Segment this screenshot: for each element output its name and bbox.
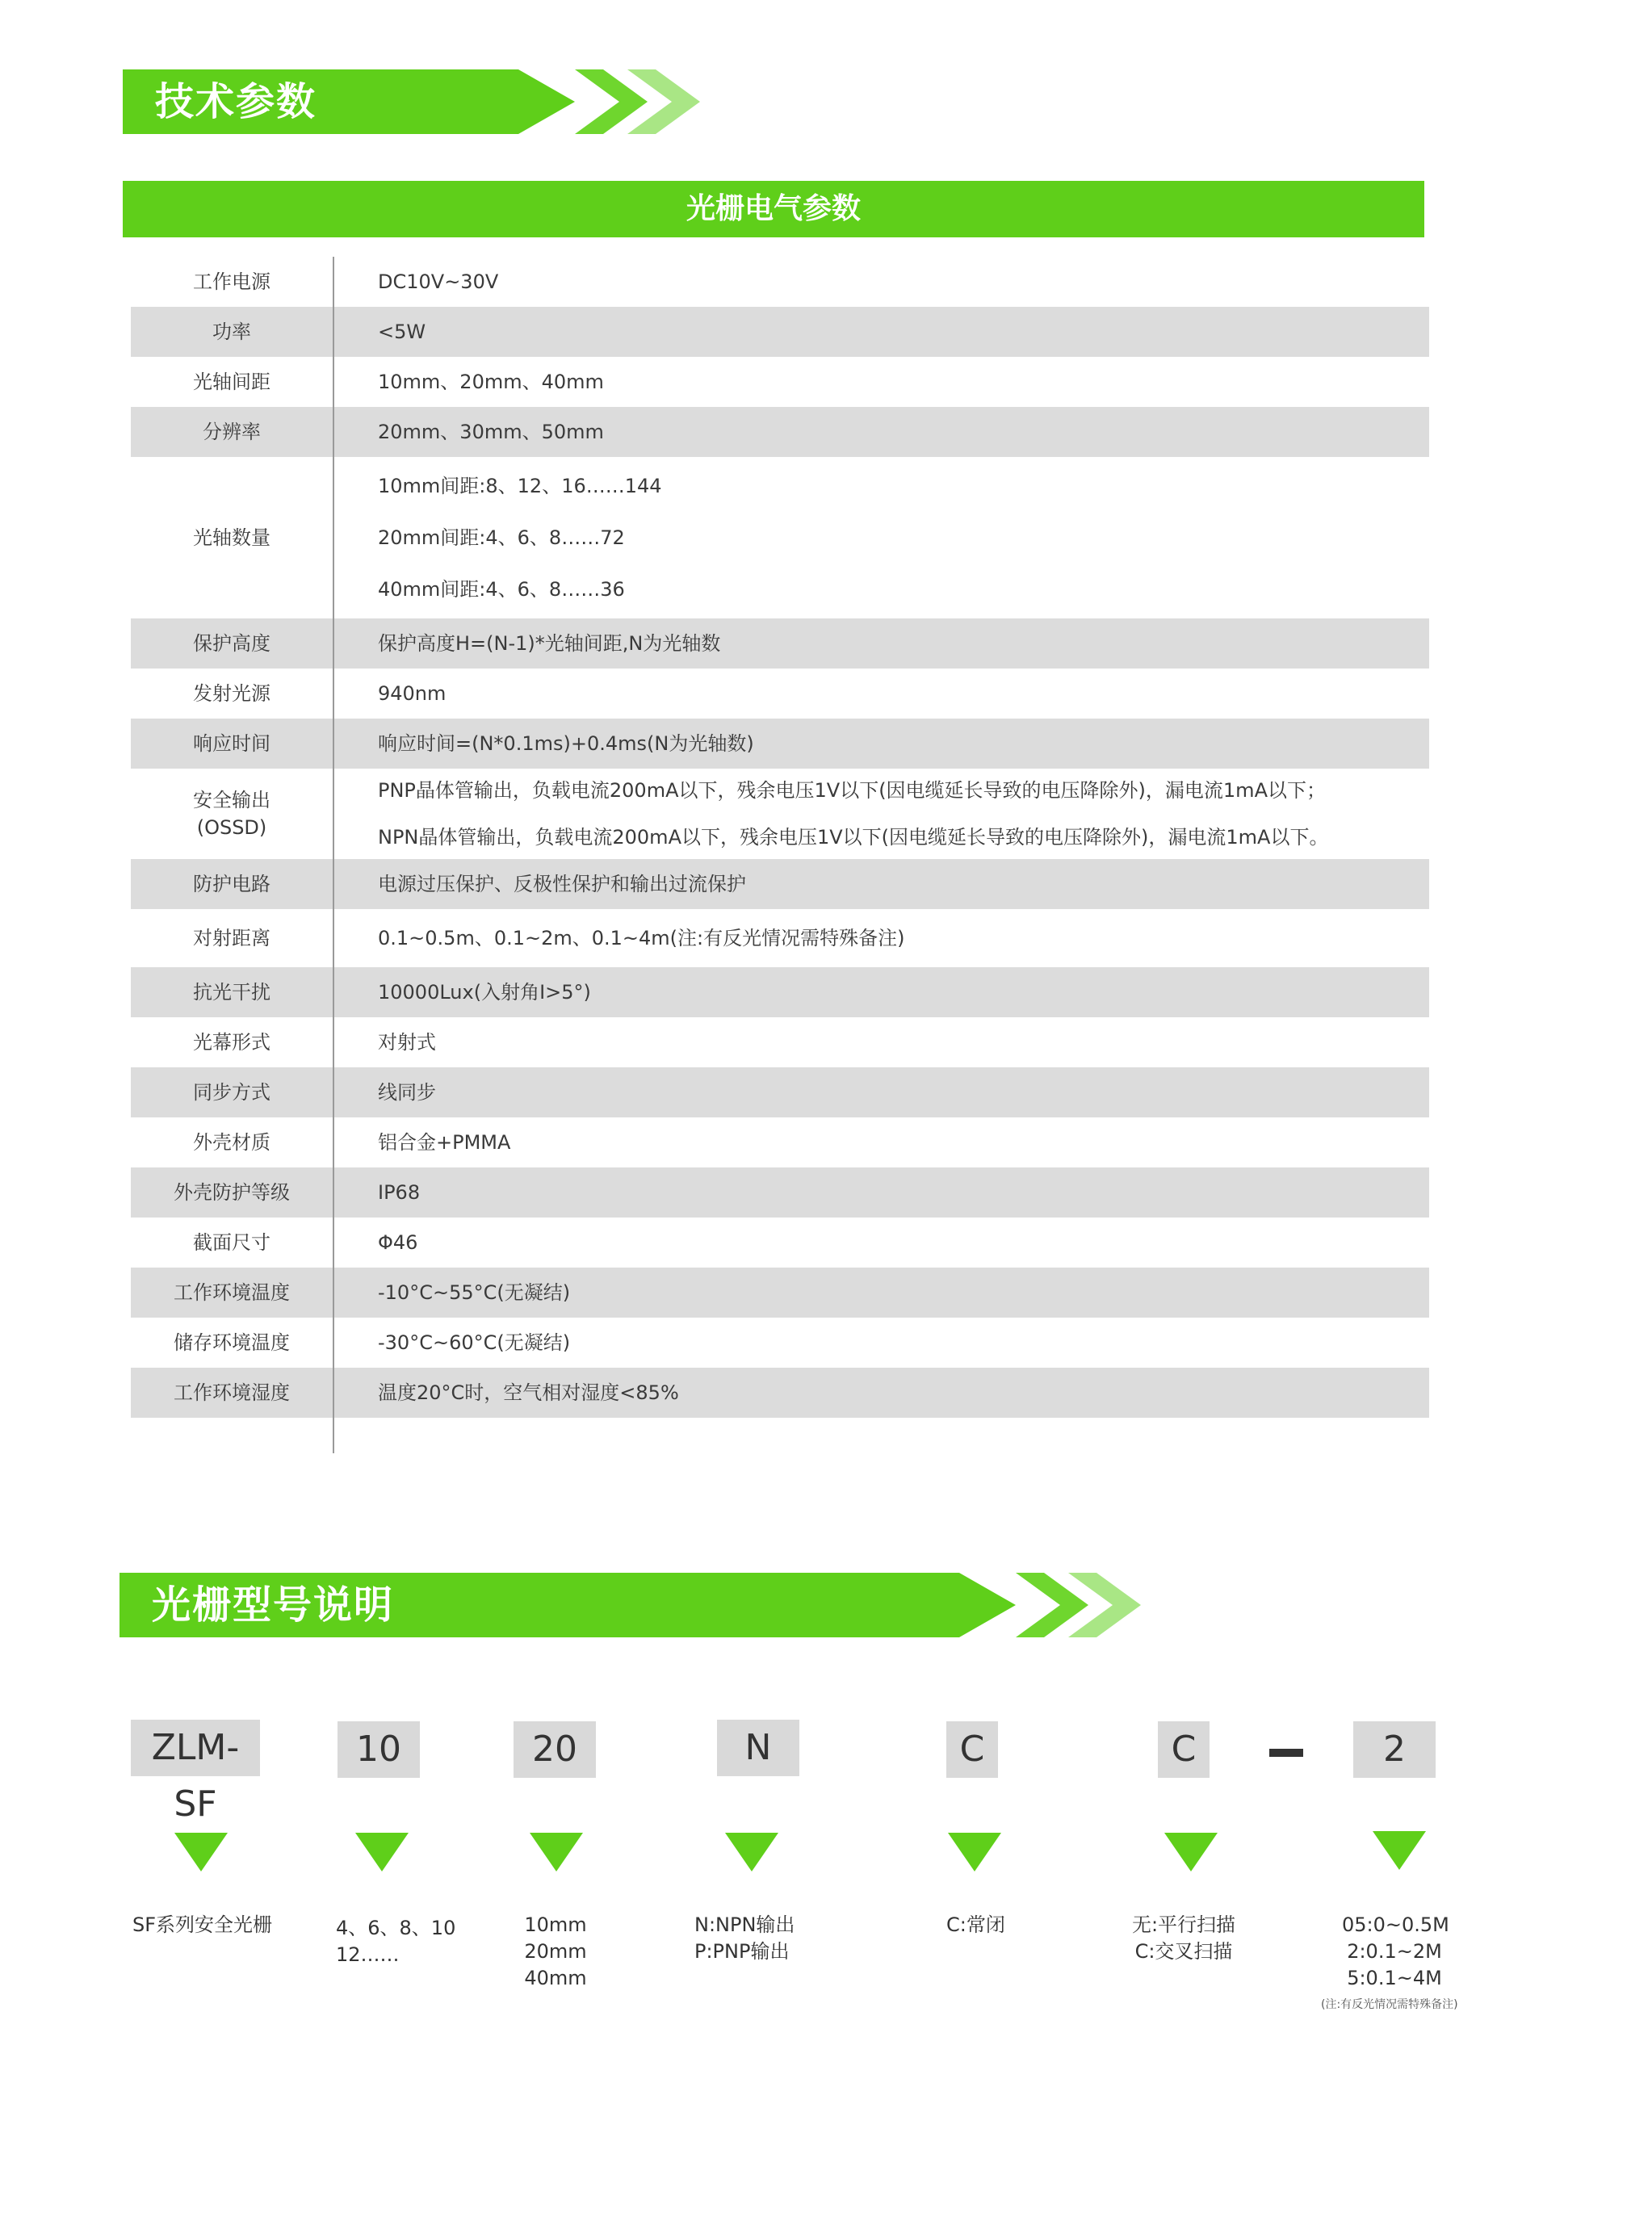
- value-line: 20mm间距:4、6、8……72: [378, 526, 625, 549]
- row-value: [333, 979, 1429, 1006]
- model-code-count: 10: [338, 1721, 420, 1778]
- table-row: [131, 1017, 1429, 1067]
- row-value: [333, 1229, 1429, 1256]
- row-value: [333, 268, 1429, 295]
- section-banner-tech-params: [123, 69, 704, 134]
- value-line: 10mm间距:8、12、16……144: [378, 475, 662, 497]
- desc-line: C:交叉扫描: [1134, 1940, 1233, 1963]
- desc-line: SF系列安全光栅: [132, 1913, 273, 1936]
- row-value: [333, 630, 1429, 657]
- desc-line: C:常闭: [946, 1913, 1005, 1936]
- row-label: [131, 1079, 333, 1106]
- table-divider: [333, 257, 334, 1453]
- value-line: NPN晶体管输出，负载电流200mA以下，残余电压1V以下(因电缆延长导致的电压降除外)，漏电流1mA以下。: [378, 826, 1329, 849]
- table-row: [131, 967, 1429, 1017]
- model-code-spacing: 20: [514, 1721, 596, 1778]
- label-line: 光幕形式: [193, 1031, 270, 1054]
- value-line: 10mm、20mm、40mm: [378, 371, 604, 393]
- row-label: [131, 1129, 333, 1156]
- model-code-separator: [1269, 1749, 1303, 1757]
- model-desc-distance: [1342, 1912, 1447, 1992]
- desc-line: 05:0~0.5M: [1342, 1913, 1449, 1936]
- row-label: [131, 979, 333, 1006]
- section-banner-model: [119, 1573, 1129, 1637]
- model-note: (注:有反光情况需特殊备注): [1321, 1998, 1458, 2011]
- value-line: -10°C~55°C(无凝结): [378, 1281, 571, 1304]
- value-line: 对射式: [378, 1031, 436, 1054]
- row-value: [333, 924, 1429, 952]
- row-label: [131, 1029, 333, 1056]
- down-arrow-icon: [948, 1833, 1001, 1871]
- row-label: [131, 1329, 333, 1356]
- value-line: 温度20°C时，空气相对湿度<85%: [378, 1381, 679, 1404]
- down-arrow-icon: [1164, 1833, 1218, 1871]
- section-title: 光栅型号说明: [152, 1582, 395, 1628]
- row-label: [131, 268, 333, 295]
- value-line: 940nm: [378, 682, 447, 705]
- row-value: [333, 368, 1429, 396]
- table-row: [131, 1167, 1429, 1218]
- label-line: 对射距离: [193, 927, 270, 949]
- label-line: 响应时间: [193, 732, 270, 755]
- model-code-series: ZLM-SF: [131, 1720, 260, 1776]
- model-code-distance: 2: [1353, 1721, 1436, 1778]
- value-line: 20mm、30mm、50mm: [378, 421, 604, 443]
- label-line: 安全输出: [193, 789, 270, 811]
- table-row: [131, 669, 1429, 719]
- label-line: 发射光源: [193, 682, 270, 705]
- row-label: [131, 524, 333, 551]
- chevron-icon: [1016, 1573, 1088, 1637]
- value-line: IP68: [378, 1181, 421, 1204]
- desc-line: 5:0.1~4M: [1347, 1967, 1442, 1989]
- row-value: [333, 318, 1429, 346]
- down-arrow-icon: [1373, 1831, 1426, 1870]
- down-arrow-icon: [355, 1833, 409, 1871]
- row-label: [131, 418, 333, 446]
- value-line: 10000Lux(入射角I>5°): [378, 981, 591, 1004]
- label-line: 工作环境湿度: [174, 1381, 290, 1404]
- model-code-scan: C: [1158, 1721, 1210, 1778]
- table-row: [131, 457, 1429, 618]
- row-label: [131, 318, 333, 346]
- model-desc-spacing: [523, 1912, 588, 1992]
- label-line: 工作环境温度: [174, 1281, 290, 1304]
- chevron-icon: [575, 69, 648, 134]
- row-value: [333, 1379, 1429, 1406]
- table-row: [131, 1117, 1429, 1167]
- value-line: 铝合金+PMMA: [378, 1131, 511, 1154]
- row-label: [131, 1229, 333, 1256]
- desc-line: 2:0.1~2M: [1347, 1940, 1442, 1963]
- label-line: 分辨率: [203, 421, 261, 443]
- table-row: [131, 357, 1429, 407]
- label-line: 光轴数量: [193, 526, 270, 549]
- label-line: 储存环境温度: [174, 1331, 290, 1354]
- down-arrow-icon: [530, 1833, 583, 1871]
- desc-line: 12……: [336, 1943, 400, 1966]
- row-label: [131, 870, 333, 898]
- row-label: [131, 1379, 333, 1406]
- value-line: -30°C~60°C(无凝结): [378, 1331, 571, 1354]
- table-row: [131, 257, 1429, 307]
- row-value: [333, 1329, 1429, 1356]
- value-line: Φ46: [378, 1231, 418, 1254]
- table-header: 光栅电气参数: [123, 181, 1424, 237]
- value-line: 0.1~0.5m、0.1~2m、0.1~4m(注:有反光情况需特殊备注): [378, 927, 905, 949]
- table-row: [131, 1318, 1429, 1368]
- row-label: [131, 1179, 333, 1206]
- value-line: 40mm间距:4、6、8……36: [378, 578, 625, 601]
- row-label: [131, 1279, 333, 1306]
- down-arrow-icon: [174, 1833, 228, 1871]
- row-value: [333, 730, 1429, 757]
- value-line: DC10V~30V: [378, 270, 499, 293]
- row-value: [333, 1029, 1429, 1056]
- table-row: [131, 719, 1429, 769]
- row-label: [131, 680, 333, 707]
- table-row: [131, 1368, 1429, 1418]
- section-title: 技术参数: [155, 79, 317, 124]
- table-row: [131, 859, 1429, 909]
- spec-table: [131, 257, 1429, 1418]
- model-desc-series: [132, 1912, 272, 1938]
- desc-line: 20mm: [524, 1940, 587, 1963]
- row-value: [333, 1179, 1429, 1206]
- label-line: 保护高度: [193, 632, 270, 655]
- value-line: 响应时间=(N*0.1ms)+0.4ms(N为光轴数): [378, 732, 754, 755]
- row-value: [333, 870, 1429, 898]
- row-value: [333, 1079, 1429, 1106]
- row-label: [131, 368, 333, 396]
- table-row: [131, 307, 1429, 357]
- row-label: [131, 730, 333, 757]
- row-value: [333, 1279, 1429, 1306]
- model-desc-scan: [1126, 1912, 1242, 1965]
- desc-line: 4、6、8、10: [336, 1917, 456, 1939]
- value-line: 保护高度H=(N-1)*光轴间距,N为光轴数: [378, 632, 721, 655]
- label-line: 工作电源: [193, 270, 270, 293]
- label-line: 外壳材质: [193, 1131, 270, 1154]
- model-desc-state: [946, 1912, 1005, 1938]
- model-desc-output: [694, 1912, 795, 1965]
- label-line: 同步方式: [193, 1081, 270, 1104]
- row-value: [333, 680, 1429, 707]
- model-code-state: C: [946, 1721, 998, 1778]
- label-line: 光轴间距: [193, 371, 270, 393]
- table-row: [131, 769, 1429, 859]
- label-line: 防护电路: [193, 873, 270, 895]
- value-line: 电源过压保护、反极性保护和输出过流保护: [378, 873, 746, 895]
- label-line: 功率: [212, 321, 251, 343]
- table-row: [131, 618, 1429, 669]
- table-row: [131, 1268, 1429, 1318]
- row-value: [333, 777, 1429, 851]
- row-label: [131, 630, 333, 657]
- down-arrow-icon: [725, 1833, 778, 1871]
- table-row: [131, 1067, 1429, 1117]
- desc-line: P:PNP输出: [694, 1940, 790, 1963]
- row-value: [333, 1129, 1429, 1156]
- table-row: [131, 1218, 1429, 1268]
- table-row: [131, 909, 1429, 967]
- row-label: [131, 924, 333, 952]
- label-line: 外壳防护等级: [174, 1181, 290, 1204]
- desc-line: N:NPN输出: [694, 1913, 795, 1936]
- row-value: [333, 472, 1429, 603]
- model-desc-count: [336, 1915, 455, 1968]
- label-line: (OSSD): [196, 816, 267, 839]
- label-line: 截面尺寸: [193, 1231, 270, 1254]
- table-row: [131, 407, 1429, 457]
- desc-line: 40mm: [524, 1967, 587, 1989]
- model-code-output: N: [717, 1720, 799, 1776]
- label-line: 抗光干扰: [193, 981, 270, 1004]
- value-line: 线同步: [378, 1081, 436, 1104]
- value-line: <5W: [378, 321, 426, 343]
- row-label: [131, 786, 333, 841]
- desc-line: 无:平行扫描: [1131, 1913, 1236, 1936]
- value-line: PNP晶体管输出，负载电流200mA以下，残余电压1V以下(因电缆延长导致的电压降除外)，漏电流1mA以下；: [378, 779, 1326, 802]
- row-value: [333, 418, 1429, 446]
- desc-line: 10mm: [524, 1913, 587, 1936]
